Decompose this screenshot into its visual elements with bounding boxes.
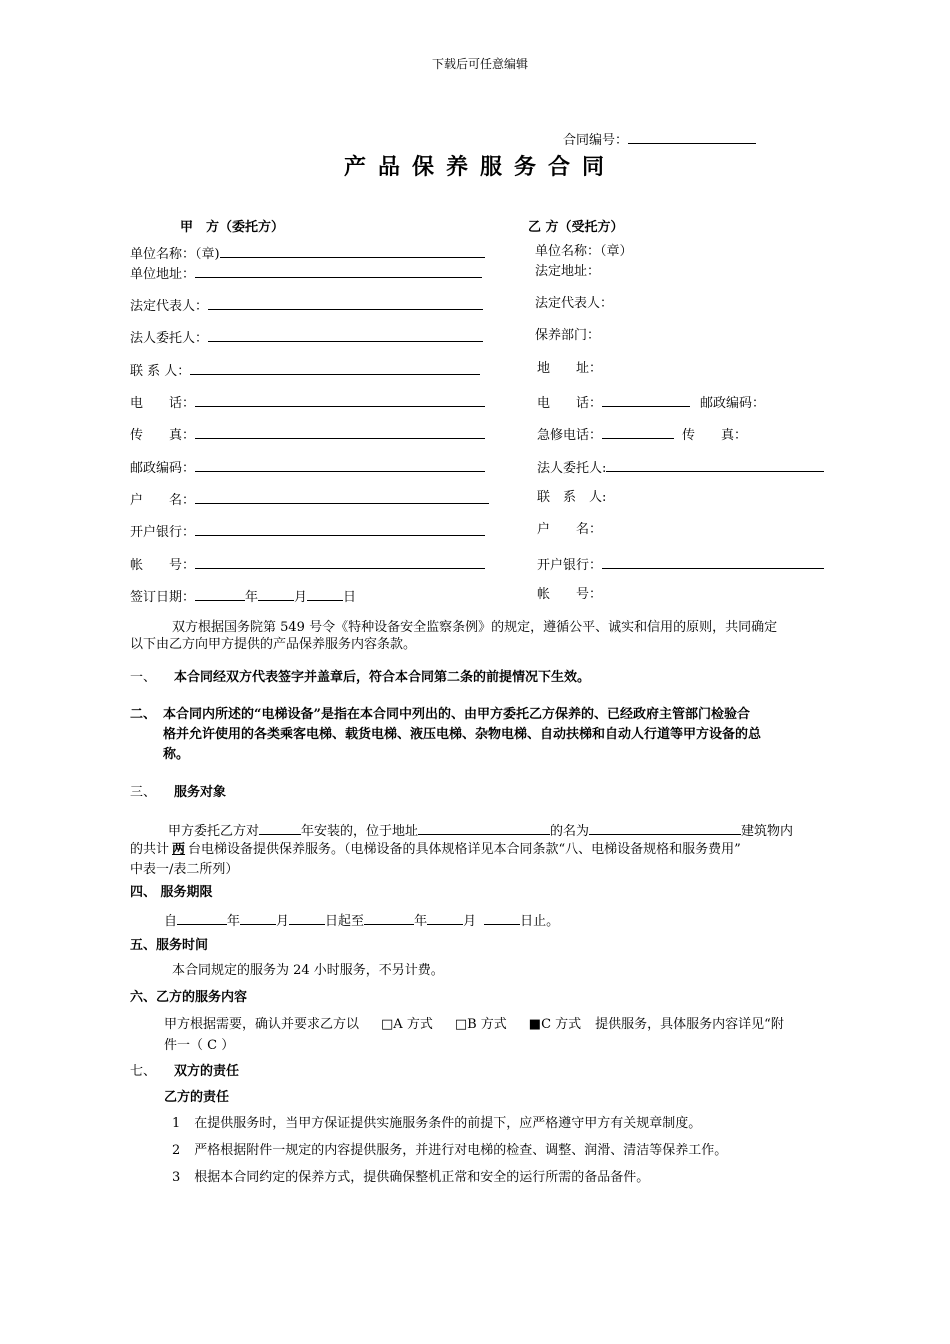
party-a-contact-field[interactable] <box>190 361 480 375</box>
party-b-heading: 乙 方（受托方） <box>528 220 624 235</box>
party-b-phone <box>537 393 765 412</box>
party-a-legal-rep-field[interactable] <box>208 296 483 310</box>
list-item <box>172 1143 727 1159</box>
party-a-account-name-label: 户 名： <box>130 493 196 508</box>
party-a-account-name <box>130 490 489 509</box>
contract-number <box>563 130 756 149</box>
end-day-label: 日止。 <box>520 914 560 929</box>
start-day-field[interactable] <box>289 911 325 925</box>
option-a-checkbox[interactable]: □A 方式 <box>381 1017 433 1032</box>
contract-number-label: 合同编号： <box>563 133 629 148</box>
clause-7-title: 双方的责任 <box>174 1064 240 1079</box>
term-from-label: 自 <box>164 914 178 929</box>
party-a-legal-agent <box>130 328 483 347</box>
clause-7-heading <box>130 1064 239 1080</box>
install-year-field[interactable] <box>259 821 301 835</box>
party-a-unit-name-label: 单位名称：（章) <box>130 247 220 262</box>
list-item-text: 根据本合同约定的保养方式，提供确保整机正常和安全的运行所需的备品备件。 <box>194 1170 650 1185</box>
clause-7-num: 七、 <box>130 1064 157 1079</box>
sign-day-label: 日 <box>343 590 357 605</box>
clause-2-line-3: 称。 <box>163 747 190 762</box>
list-item-number: 3 <box>172 1170 181 1185</box>
clause-6-heading: 六、乙方的服务内容 <box>130 990 248 1005</box>
party-a-fax-field[interactable] <box>195 425 485 439</box>
clause-2-line-1: 本合同内所述的“电梯设备”是指在本合同中列出的、由甲方委托乙方保养的、已经政府主管部门检验合 <box>163 707 750 722</box>
clause-1 <box>130 670 590 686</box>
party-a-unit-name <box>130 244 485 263</box>
clause-7-subheading: 乙方的责任 <box>164 1090 230 1105</box>
party-a-postcode-field[interactable] <box>195 458 485 472</box>
header-note: 下载后可任意编辑 <box>432 57 529 71</box>
start-day-label: 日起至 <box>325 914 365 929</box>
clause-5-heading: 五、服务时间 <box>130 938 209 953</box>
party-b-bank <box>537 555 824 574</box>
party-a-unit-name-field[interactable] <box>220 244 485 258</box>
party-b-legal-rep: 法定代表人： <box>535 296 614 311</box>
party-a-fax-label: 传 真： <box>130 428 196 443</box>
party-a-contact <box>130 361 480 380</box>
party-a-postcode-label: 邮政编码： <box>130 461 196 476</box>
party-b-phone-label: 电 话： <box>537 396 603 411</box>
list-item <box>172 1170 649 1186</box>
party-a-unit-address-field[interactable] <box>195 264 482 278</box>
clause-3-line-3: 中表一/表二所列） <box>130 862 239 877</box>
party-b-bank-field[interactable] <box>602 555 824 569</box>
clause-2-line-2: 格并允许使用的各类乘客电梯、载货电梯、液压电梯、杂物电梯、自动扶梯和自动人行道等甲方设备的总 <box>163 727 762 742</box>
sign-day-field[interactable] <box>307 587 343 601</box>
party-a-account-no-label: 帐 号： <box>130 558 196 573</box>
party-b-legal-agent-field[interactable] <box>606 458 824 472</box>
party-b-legal-agent-label: 法人委托人: <box>537 461 607 476</box>
party-a-legal-agent-label: 法人委托人： <box>130 331 209 346</box>
sign-month-label: 月 <box>294 590 308 605</box>
party-b-emergency <box>537 425 747 444</box>
party-a-bank-label: 开户银行： <box>130 525 196 540</box>
party-b-account-name: 户 名： <box>537 522 603 537</box>
party-b-legal-address: 法定地址： <box>535 264 601 279</box>
intro-line-2: 以下由乙方向甲方提供的产品保养服务内容条款。 <box>130 637 417 652</box>
c3-text-f: 台电梯设备提供保养服务。（电梯设备的具体规格详见本合同条款“八、电梯设备规格和服务费用” <box>188 842 741 857</box>
clause-3-line-1 <box>168 821 793 840</box>
building-name-field[interactable] <box>589 821 741 835</box>
party-a-account-name-field[interactable] <box>195 490 489 504</box>
end-day-field[interactable] <box>484 911 520 925</box>
clause-3-title: 服务对象 <box>174 785 227 800</box>
party-a-account-no-field[interactable] <box>195 555 485 569</box>
party-b-legal-agent <box>537 458 824 477</box>
clause-3-num: 三、 <box>130 785 157 800</box>
start-year-field[interactable] <box>177 911 227 925</box>
party-b-account-no: 帐 号： <box>537 587 603 602</box>
party-a-contact-label: 联 系 人： <box>130 364 191 379</box>
party-b-fax-label: 传 真： <box>682 428 748 443</box>
end-month-field[interactable] <box>427 911 463 925</box>
party-a-sign-date <box>130 587 356 606</box>
clause-1-text: 本合同经双方代表签字并盖章后，符合本合同第二条的前提情况下生效。 <box>174 670 591 685</box>
clause-1-num: 一、 <box>130 670 157 685</box>
c6-lead: 甲方根据需要，确认并要求乙方以 <box>164 1017 360 1032</box>
party-a-legal-rep-label: 法定代表人： <box>130 299 209 314</box>
clause-6-line-2: 件一（ C ） <box>164 1038 235 1053</box>
party-b-address: 地 址： <box>537 361 603 376</box>
clause-4-heading: 四、 服务期限 <box>130 885 213 900</box>
start-month-label: 月 <box>276 914 290 929</box>
c3-text-a: 甲方委托乙方对 <box>168 824 260 839</box>
c3-text-d: 建筑物内 <box>741 824 794 839</box>
party-a-account-no <box>130 555 485 574</box>
c6-tail: 提供服务，具体服务内容详见“附 <box>595 1017 784 1032</box>
sign-year-field[interactable] <box>195 587 245 601</box>
sign-month-field[interactable] <box>258 587 294 601</box>
list-item-text: 严格根据附件一规定的内容提供服务，并进行对电梯的检查、调整、润滑、清洁等保养工作。 <box>194 1143 728 1158</box>
c3-text-e: 的共计 <box>130 842 170 857</box>
list-item-number: 2 <box>172 1143 181 1158</box>
party-a-legal-rep <box>130 296 483 315</box>
c3-text-c: 的名为 <box>550 824 590 839</box>
party-a-fax <box>130 425 485 444</box>
party-b-unit-name: 单位名称：（章） <box>535 244 633 259</box>
end-year-label: 年 <box>414 914 428 929</box>
party-b-emergency-field[interactable] <box>602 425 674 439</box>
party-a-heading: 甲 方（委托方） <box>180 220 285 235</box>
sign-date-label: 签订日期： <box>130 590 196 605</box>
list-item-text: 在提供服务时，当甲方保证提供实施服务条件的前提下，应严格遵守甲方有关规章制度。 <box>194 1116 702 1131</box>
option-b-checkbox[interactable]: □B 方式 <box>454 1017 507 1032</box>
clause-4-term <box>164 911 559 930</box>
clause-5-text: 本合同规定的服务为 24 小时服务，不另计费。 <box>172 963 444 978</box>
clause-3-heading <box>130 785 226 801</box>
party-a-postcode <box>130 458 485 477</box>
party-a-bank <box>130 522 485 541</box>
start-year-label: 年 <box>227 914 241 929</box>
address-field[interactable] <box>418 821 550 835</box>
party-b-postcode-label: 邮政编码： <box>700 396 766 411</box>
clause-3-line-2 <box>130 842 741 858</box>
elevator-count[interactable]: 两 <box>172 842 186 857</box>
party-a-unit-address <box>130 264 482 283</box>
party-b-maint-dept: 保养部门： <box>535 328 601 343</box>
party-a-phone <box>130 393 485 412</box>
sign-year-label: 年 <box>245 590 259 605</box>
end-year-field[interactable] <box>364 911 414 925</box>
end-month-label: 月 <box>463 914 477 929</box>
party-b-phone-field[interactable] <box>602 393 690 407</box>
option-c-checkbox[interactable]: ■C 方式 <box>528 1017 582 1032</box>
start-month-field[interactable] <box>240 911 276 925</box>
party-a-legal-agent-field[interactable] <box>208 328 483 342</box>
party-b-bank-label: 开户银行： <box>537 558 603 573</box>
intro-line-1: 双方根据国务院第 549 号令《特种设备安全监察条例》的规定，遵循公平、诚实和信用的原则，共同确定 <box>172 620 778 635</box>
page-title: 产品保养服务合同 <box>344 154 617 180</box>
c3-text-b: 年安装的，位于地址 <box>301 824 419 839</box>
party-b-contact: 联 系 人: <box>537 490 607 505</box>
clause-6-line-1 <box>164 1017 784 1033</box>
list-item <box>172 1116 701 1132</box>
party-a-unit-address-label: 单位地址： <box>130 267 196 282</box>
party-b-emergency-label: 急修电话： <box>537 428 603 443</box>
list-item-number: 1 <box>172 1116 181 1131</box>
clause-2-num: 二、 <box>130 707 157 722</box>
contract-number-field[interactable] <box>628 130 756 144</box>
party-a-phone-label: 电 话： <box>130 396 196 411</box>
party-a-phone-field[interactable] <box>195 393 485 407</box>
party-a-bank-field[interactable] <box>195 522 485 536</box>
